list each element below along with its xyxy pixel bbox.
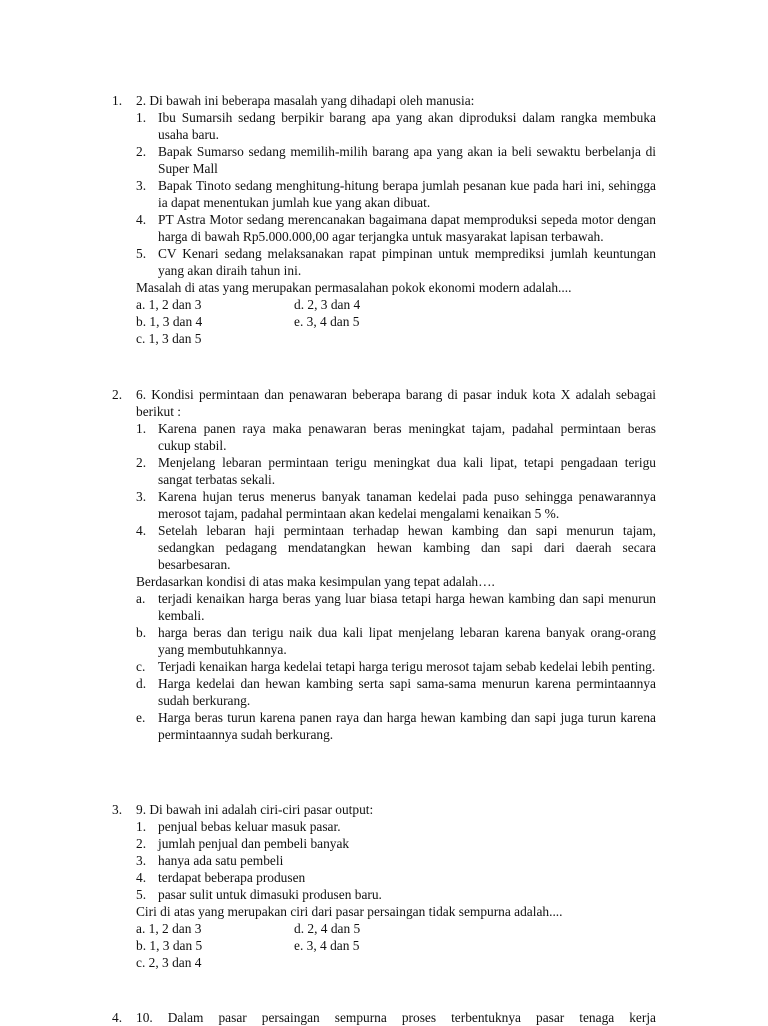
item-text: Bapak Sumarso sedang memilih-milih barang apa yang akan ia beli sewaktu berbelanja di Super Mall: [158, 144, 656, 176]
item-text: CV Kenari sedang melaksanakan rapat pimpinan untuk memprediksi jumlah keuntungan yang akan diraih tahun ini.: [158, 246, 656, 278]
question-4: [112, 1009, 656, 1026]
option-text: terjadi kenaikan harga beras yang luar biasa tetapi harga hewan kambing dan sapi menurun kembali.: [158, 591, 656, 623]
option-text: Harga beras turun karena panen raya dan harga hewan kambing dan sapi juga turun karena permintaannya sudah berkurang.: [158, 710, 656, 742]
item-number: 1.: [136, 819, 147, 834]
list-item: [136, 177, 656, 211]
list-item: [136, 245, 656, 279]
item-text: pasar sulit untuk dimasuki produsen baru.: [158, 887, 382, 902]
item-number: 4.: [136, 870, 147, 885]
item-list: [136, 818, 656, 903]
item-number: 3.: [136, 853, 147, 868]
answer-option: [136, 624, 656, 658]
item-text: Setelah lebaran haji permintaan terhadap hewan kambing dan sapi menurun tajam, sedangkan pedagang mendatangkan hewan kambing dan sapi dari daerah secara besarbesaran.: [158, 523, 656, 572]
answer-option: b. 1, 3 dan 5: [136, 938, 203, 953]
list-item: [136, 211, 656, 245]
list-item: [136, 852, 656, 869]
answer-options: [136, 920, 656, 971]
item-number: 5.: [136, 246, 147, 261]
item-number: 5.: [136, 887, 147, 902]
item-number: 3.: [136, 489, 147, 504]
answer-option: [136, 709, 656, 743]
item-number: 2.: [136, 455, 147, 470]
question-stem: 2. Di bawah ini beberapa masalah yang dihadapi oleh manusia:: [136, 93, 475, 108]
option-text: Harga kedelai dan hewan kambing serta sapi sama-sama menurun karena permintaannya sudah berkurang.: [158, 676, 656, 708]
item-text: penjual bebas keluar masuk pasar.: [158, 819, 341, 834]
list-item: [136, 420, 656, 454]
item-number: 4.: [136, 523, 147, 538]
item-text: Menjelang lebaran permintaan terigu meningkat dua kali lipat, tetapi pengadaan terigu sangat terbatas sekali.: [158, 455, 656, 487]
item-text: terdapat beberapa produsen: [158, 870, 306, 885]
question-number: 4.: [112, 1010, 123, 1025]
list-item: [136, 522, 656, 573]
question-number: 3.: [112, 802, 123, 817]
list-item: [136, 143, 656, 177]
answer-option: [136, 590, 656, 624]
question-prompt: Ciri di atas yang merupakan ciri dari pasar persaingan tidak sempurna adalah....: [136, 904, 563, 919]
question-prompt: Berdasarkan kondisi di atas maka kesimpulan yang tepat adalah….: [136, 574, 495, 589]
question-prompt: Masalah di atas yang merupakan permasalahan pokok ekonomi modern adalah....: [136, 280, 572, 295]
answer-options: [136, 590, 656, 743]
question-2: [112, 386, 656, 743]
question-3: [112, 801, 656, 971]
answer-option: b. 1, 3 dan 4: [136, 314, 203, 329]
question-stem: 6. Kondisi permintaan dan penawaran beberapa barang di pasar induk kota X adalah sebagai berikut :: [136, 387, 656, 419]
item-text: Ibu Sumarsih sedang berpikir barang apa yang akan diproduksi dalam rangka membuka usaha baru.: [158, 110, 656, 142]
list-item: [136, 818, 656, 835]
item-text: PT Astra Motor sedang merencanakan bagaimana dapat memproduksi sepeda motor dengan harga di bawah Rp5.000.000,00 agar terjangka untuk masyarakat lapisan terbawah.: [158, 212, 656, 244]
list-item: [136, 835, 656, 852]
answer-option: e. 3, 4 dan 5: [294, 938, 360, 953]
option-text: Terjadi kenaikan harga kedelai tetapi harga terigu merosot tajam sebab kedelai lebih penting.: [158, 659, 656, 674]
option-letter: d.: [136, 676, 147, 691]
answer-options: [136, 296, 656, 347]
answer-option: [136, 675, 656, 709]
answer-option: [136, 658, 656, 675]
question-stem: 9. Di bawah ini adalah ciri-ciri pasar output:: [136, 802, 374, 817]
item-text: jumlah penjual dan pembeli banyak: [158, 836, 350, 851]
list-item: [136, 869, 656, 886]
item-list: [136, 420, 656, 573]
item-list: [136, 109, 656, 279]
answer-option: a. 1, 2 dan 3: [136, 297, 202, 312]
item-number: 1.: [136, 110, 147, 125]
item-text: Karena hujan terus menerus banyak tanaman kedelai pada puso sehingga penawarannya merosot tajam, padahal permintaan akan kedelai mengalami kenaikan 5 %.: [158, 489, 656, 521]
option-text: harga beras dan terigu naik dua kali lipat menjelang lebaran karena banyak orang-orang yang membutuhkannya.: [158, 625, 656, 657]
option-letter: a.: [136, 591, 146, 606]
item-text: Karena panen raya maka penawaran beras meningkat tajam, padahal permintaan beras cukup stabil.: [158, 421, 656, 453]
option-letter: b.: [136, 625, 147, 640]
question-1: [112, 92, 656, 347]
item-number: 3.: [136, 178, 147, 193]
answer-option: d. 2, 3 dan 4: [294, 297, 361, 312]
item-number: 2.: [136, 836, 147, 851]
list-item: [136, 886, 656, 903]
item-text: Bapak Tinoto sedang menghitung-hitung berapa jumlah pesanan kue pada hari ini, sehingga ia dapat menentukan jumlah kue yang akan dibuat.: [158, 178, 656, 210]
option-letter: e.: [136, 710, 146, 725]
item-text: hanya ada satu pembeli: [158, 853, 284, 868]
question-number: 1.: [112, 93, 123, 108]
item-number: 1.: [136, 421, 147, 436]
list-item: [136, 488, 656, 522]
list-item: [136, 454, 656, 488]
item-number: 2.: [136, 144, 147, 159]
answer-option: c. 1, 3 dan 5: [136, 331, 202, 346]
item-number: 4.: [136, 212, 147, 227]
answer-option: c. 2, 3 dan 4: [136, 955, 202, 970]
answer-option: d. 2, 4 dan 5: [294, 921, 361, 936]
answer-option: e. 3, 4 dan 5: [294, 314, 360, 329]
question-stem: 10. Dalam pasar persaingan sempurna proses terbentuknya pasar tenaga kerja: [136, 1010, 656, 1025]
option-letter: c.: [136, 659, 146, 674]
question-number: 2.: [112, 387, 123, 402]
answer-option: a. 1, 2 dan 3: [136, 921, 202, 936]
list-item: [136, 109, 656, 143]
